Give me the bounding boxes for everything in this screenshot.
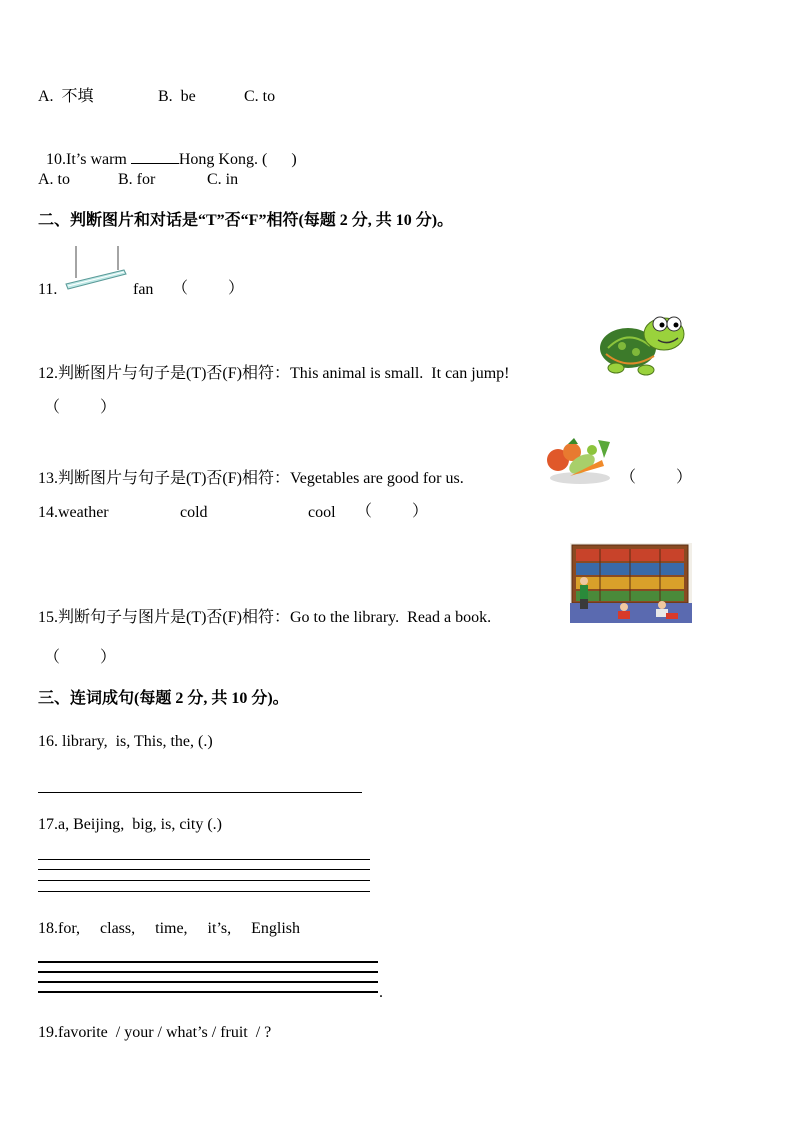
q15-answer-paren: （ ） — [44, 649, 117, 666]
q11-number: 11. — [38, 281, 58, 298]
q17-answer-line — [38, 880, 370, 881]
vegetables-picture — [544, 434, 614, 486]
q17-answer-line — [38, 869, 370, 870]
q10-blank — [131, 149, 179, 164]
q10-text-after: Hong Kong. ( ) — [178, 151, 297, 168]
fluorescent-lamp-picture — [62, 244, 128, 294]
question-15: 15.判断句子与图片是(T)否(F)相符：Go to the library. Read a book. — [38, 609, 492, 626]
q17-answer-line — [38, 859, 370, 860]
q9-option-c: C. to — [244, 88, 276, 105]
q14-word-cold: cold — [180, 504, 208, 521]
question-16: 16. library, is, This, the, (.) — [38, 733, 213, 750]
question-13: 13.判断图片与句子是(T)否(F)相符：Vegetables are good for us. — [38, 470, 464, 487]
q18-answer-line — [38, 971, 378, 973]
q14-number: 14.weather — [38, 504, 109, 521]
q14-answer-paren: （ ） — [356, 503, 429, 520]
q10-option-c: C. in — [207, 171, 239, 188]
q18-answer-line — [38, 961, 378, 963]
section-2-heading: 二、判断图片和对话是“T”否“F”相符(每题 2 分, 共 10 分)。 — [38, 212, 454, 229]
q13-answer-paren: （ ） — [620, 469, 693, 486]
q11-word: fan — [133, 281, 154, 298]
q18-period: . — [379, 984, 383, 1001]
question-12: 12.判断图片与句子是(T)否(F)相符：This animal is small. It can jump! — [38, 365, 510, 382]
section-3-heading: 三、连词成句(每题 2 分, 共 10 分)。 — [38, 690, 289, 707]
question-10 — [38, 129, 297, 170]
q17-answer-line — [38, 891, 370, 892]
question-17: 17.a, Beijing, big, is, city (.) — [38, 816, 222, 833]
question-18: 18.for, class, time, it’s, English — [38, 920, 301, 937]
q9-option-b: B. be — [158, 88, 196, 105]
q18-answer-line — [38, 981, 378, 983]
turtle-picture — [598, 310, 690, 380]
q16-answer-line — [38, 792, 362, 793]
q11-answer-paren: （ ） — [172, 280, 245, 297]
question-19: 19.favorite / your / what’s / fruit / ? — [38, 1024, 272, 1041]
q10-option-a: A. to — [38, 171, 70, 188]
q14-word-cool: cool — [308, 504, 336, 521]
q10-option-b: B. for — [118, 171, 156, 188]
library-picture — [570, 543, 692, 623]
q10-text-before: 10.It’s warm — [46, 151, 131, 168]
q18-answer-line — [38, 991, 378, 993]
q12-answer-paren: （ ） — [44, 399, 117, 416]
q9-option-a: A. 不填 — [38, 88, 94, 105]
